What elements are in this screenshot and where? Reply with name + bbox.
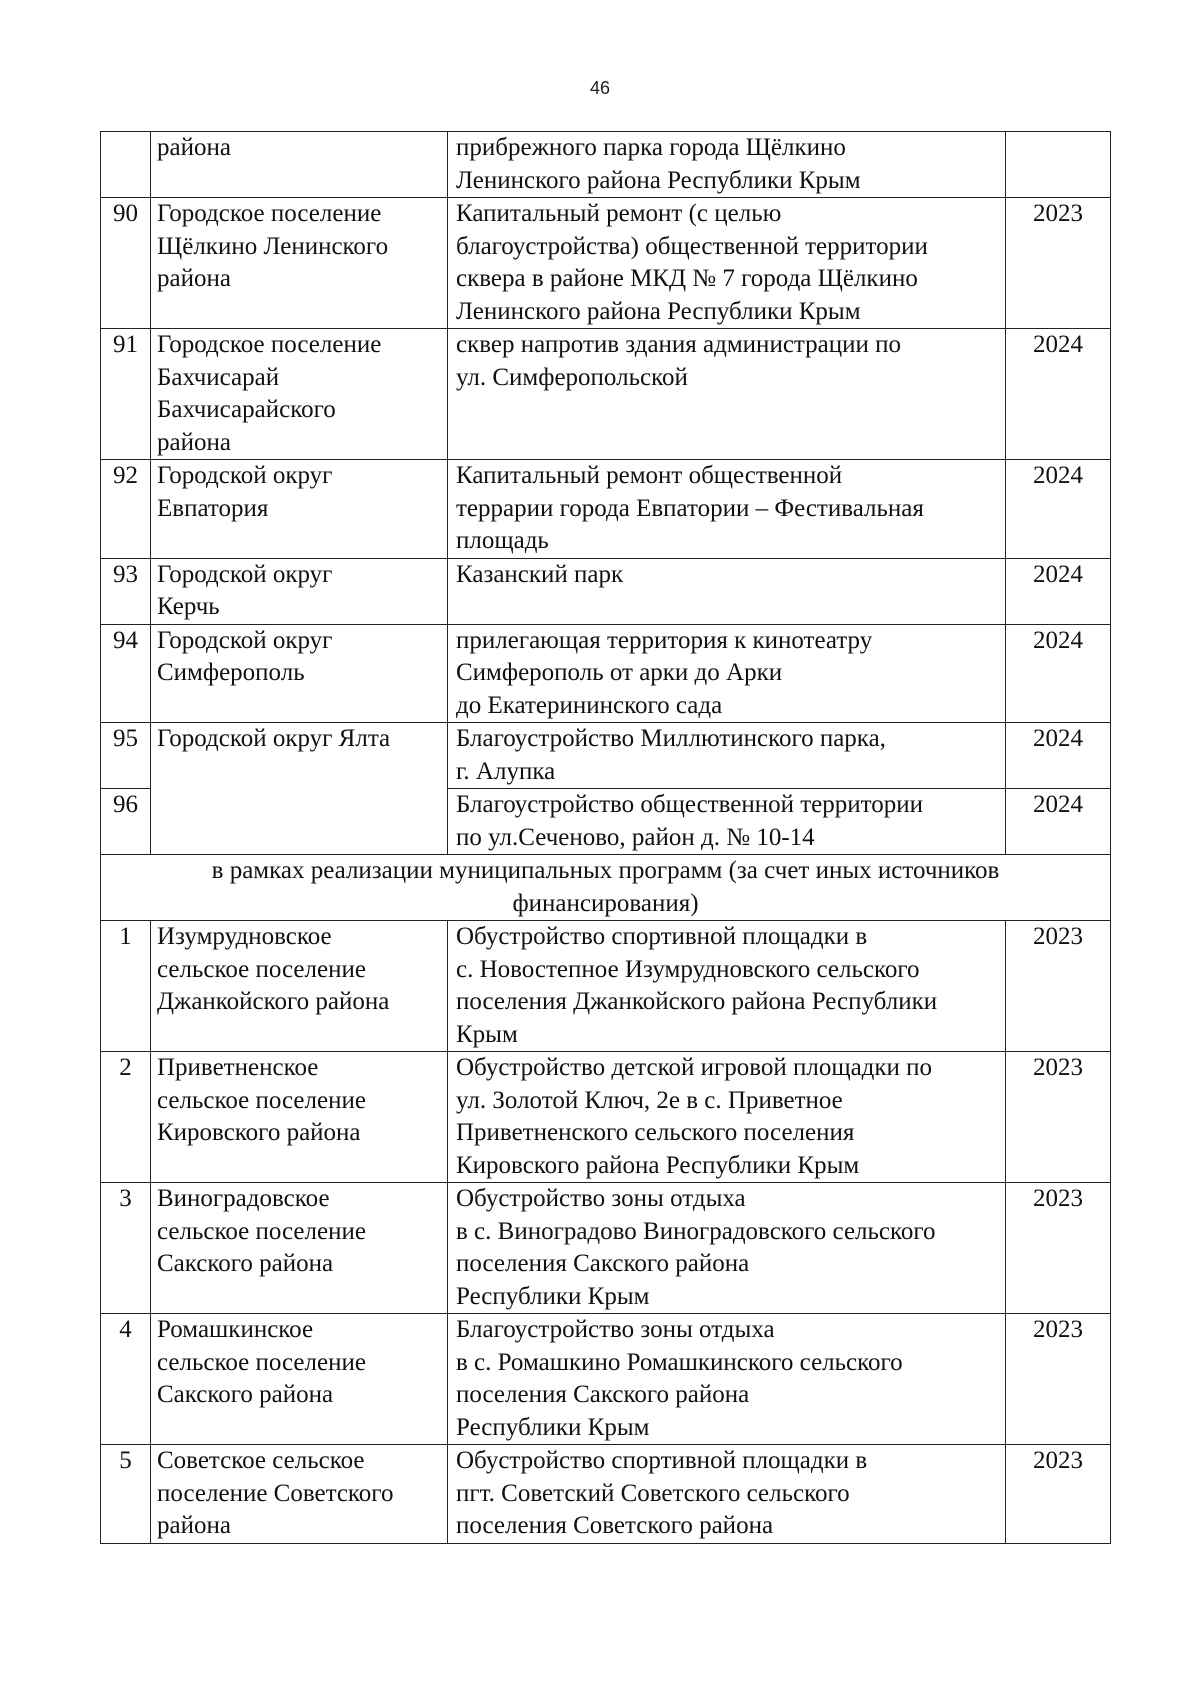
year-cell [1006,132,1111,198]
row-number [101,132,151,198]
object-cell: прибрежного парка города Щёлкино Ленинского района Республики Крым [448,132,1006,198]
year-cell: 2024 [1006,558,1111,624]
page-number: 46 [589,78,611,98]
year-cell: 2023 [1006,1183,1111,1314]
table-row [101,558,1111,624]
municipality-cell: Городской округ Евпатория [151,460,448,559]
municipality-cell: Приветненское сельское поселение Кировского района [151,1052,448,1183]
table-row [101,198,1111,329]
object-cell: сквер напротив здания администрации по ул. Симферопольской [448,329,1006,460]
table-row [101,723,1111,789]
object-cell: прилегающая территория к кинотеатру Симферополь от арки до Арки до Екатерининского сада [448,624,1006,723]
year-cell: 2024 [1006,723,1111,789]
object-cell: Обустройство спортивной площадки в с. Новостепное Изумрудновского сельского поселения Джанкойского района Республики Крым [448,921,1006,1052]
section-header-row [101,855,1111,921]
table-row [101,132,1111,198]
table-row [101,1052,1111,1183]
year-cell: 2023 [1006,921,1111,1052]
year-cell: 2023 [1006,1052,1111,1183]
row-number: 93 [101,558,151,624]
table-row [101,329,1111,460]
table-row [101,460,1111,559]
year-cell: 2024 [1006,329,1111,460]
year-cell: 2024 [1006,789,1111,855]
municipality-cell: Городское поселение Бахчисарай Бахчисарайского района [151,329,448,460]
object-cell: Благоустройство общественной территории по ул.Сеченово, район д. № 10-14 [448,789,1006,855]
row-number: 5 [101,1445,151,1544]
row-number: 4 [101,1314,151,1445]
year-cell: 2023 [1006,1314,1111,1445]
table-row [101,921,1111,1052]
row-number: 92 [101,460,151,559]
object-cell: Обустройство спортивной площадки в пгт. Советский Советского сельского поселения Советского района [448,1445,1006,1544]
object-cell: Обустройство зоны отдыха в с. Виноградово Виноградовского сельского поселения Сакского района Республики Крым [448,1183,1006,1314]
object-cell: Капитальный ремонт (с целью благоустройства) общественной территории сквера в районе МКД № 7 города Щёлкино Ленинского района Республики Крым [448,198,1006,329]
year-cell: 2023 [1006,198,1111,329]
row-number: 95 [101,723,151,789]
table-row [101,624,1111,723]
row-number: 2 [101,1052,151,1183]
year-cell: 2023 [1006,1445,1111,1544]
row-number: 96 [101,789,151,855]
municipality-cell: района [151,132,448,198]
row-number: 90 [101,198,151,329]
section-header: в рамках реализации муниципальных программ (за счет иных источников финансирования) [101,855,1111,921]
object-cell: Обустройство детской игровой площадки по ул. Золотой Ключ, 2е в с. Приветное Приветненского сельского поселения Кировского района Республики Крым [448,1052,1006,1183]
municipality-cell: Ромашкинское сельское поселение Сакского района [151,1314,448,1445]
table-row [101,1314,1111,1445]
row-number: 94 [101,624,151,723]
object-cell: Благоустройство зоны отдыха в с. Ромашкино Ромашкинского сельского поселения Сакского района Республики Крым [448,1314,1006,1445]
object-cell: Благоустройство Миллютинского парка, г. Алупка [448,723,1006,789]
table-row [101,1445,1111,1544]
municipality-cell: Изумрудновское сельское поселение Джанкойского района [151,921,448,1052]
year-cell: 2024 [1006,624,1111,723]
object-cell: Казанский парк [448,558,1006,624]
row-number: 91 [101,329,151,460]
municipality-cell: Советское сельское поселение Советского района [151,1445,448,1544]
municipality-cell: Городской округ Ялта [151,723,448,855]
municipality-cell: Городской округ Керчь [151,558,448,624]
municipality-cell: Городское поселение Щёлкино Ленинского района [151,198,448,329]
municipality-cell: Городской округ Симферополь [151,624,448,723]
row-number: 3 [101,1183,151,1314]
object-cell: Капитальный ремонт общественной террарии города Евпатории – Фестивальная площадь [448,460,1006,559]
row-number: 1 [101,921,151,1052]
document-table [100,131,1111,1544]
year-cell: 2024 [1006,460,1111,559]
municipality-cell: Виноградовское сельское поселение Сакского района [151,1183,448,1314]
table-row [101,1183,1111,1314]
